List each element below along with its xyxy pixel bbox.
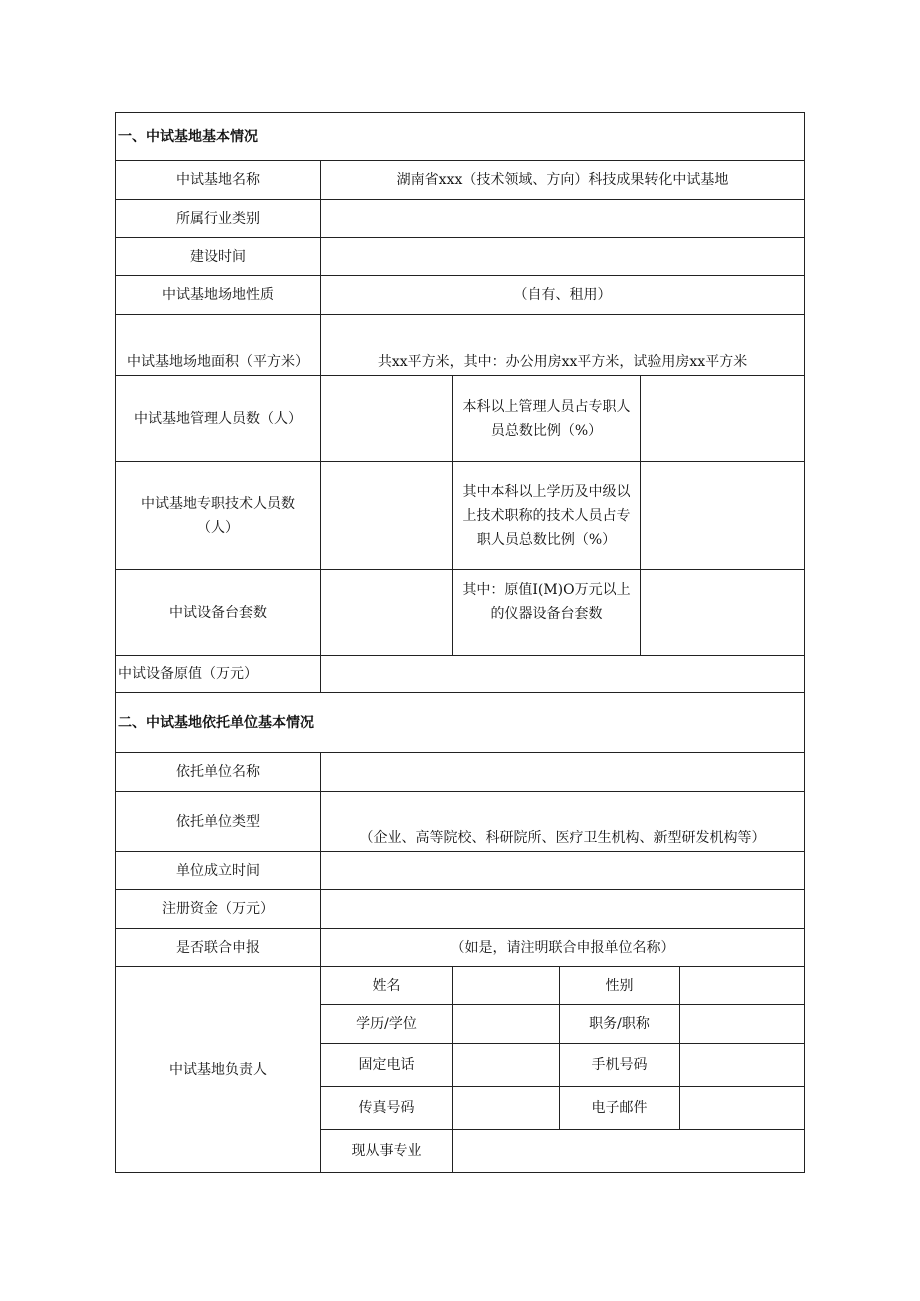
phone-label: 固定电话: [321, 1044, 453, 1087]
equipment-count-label: 中试设备台套数: [116, 570, 321, 656]
site-nature-field[interactable]: （自有、租用）: [321, 276, 805, 315]
equipment-high-label: 其中：原值I(M)O万元以上的仪器设备台套数: [453, 570, 641, 656]
position-title-label: 职务/职称: [560, 1005, 680, 1044]
education-label: 学历/学位: [321, 1005, 453, 1044]
section2-title: 二、中试基地依托单位基本情况: [116, 693, 805, 753]
equipment-value-label: 中试设备原值（万元）: [116, 656, 321, 693]
tech-ratio-field[interactable]: [641, 462, 805, 570]
mobile-label: 手机号码: [560, 1044, 680, 1087]
email-label: 电子邮件: [560, 1087, 680, 1130]
capital-field[interactable]: [321, 890, 805, 929]
mgmt-staff-field[interactable]: [321, 376, 453, 462]
education-field[interactable]: [453, 1005, 560, 1044]
unit-type-label: 依托单位类型: [116, 792, 321, 852]
equipment-high-field[interactable]: [641, 570, 805, 656]
tech-ratio-label: 其中本科以上学历及中级以上技术职称的技术人员占专职人员总数比例（%）: [453, 462, 641, 570]
base-name-label: 中试基地名称: [116, 161, 321, 200]
site-area-field[interactable]: 共xx平方米，其中：办公用房xx平方米，试验用房xx平方米: [321, 315, 805, 376]
fax-field[interactable]: [453, 1087, 560, 1130]
mgmt-ratio-field[interactable]: [641, 376, 805, 462]
name-label: 姓名: [321, 967, 453, 1005]
base-name-value[interactable]: 湖南省xxx（技术领域、方向）科技成果转化中试基地: [321, 161, 805, 200]
found-time-label: 单位成立时间: [116, 852, 321, 890]
tech-staff-label: 中试基地专职技术人员数（人）: [116, 462, 321, 570]
mgmt-staff-label: 中试基地管理人员数（人）: [116, 376, 321, 462]
position-title-field[interactable]: [680, 1005, 805, 1044]
section1-title: 一、中试基地基本情况: [116, 113, 805, 161]
name-field[interactable]: [453, 967, 560, 1005]
site-area-label: 中试基地场地面积（平方米）: [116, 315, 321, 376]
capital-label: 注册资金（万元）: [116, 890, 321, 929]
equipment-value-field[interactable]: [321, 656, 805, 693]
joint-field[interactable]: （如是，请注明联合申报单位名称）: [321, 929, 805, 967]
fax-label: 传真号码: [321, 1087, 453, 1130]
head-label: 中试基地负责人: [116, 967, 321, 1173]
mgmt-ratio-label: 本科以上管理人员占专职人员总数比例（%）: [453, 376, 641, 462]
found-time-field[interactable]: [321, 852, 805, 890]
unit-type-field[interactable]: （企业、高等院校、科研院所、医疗卫生机构、新型研发机构等）: [321, 792, 805, 852]
gender-field[interactable]: [680, 967, 805, 1005]
major-field[interactable]: [453, 1130, 805, 1173]
gender-label: 性别: [560, 967, 680, 1005]
phone-field[interactable]: [453, 1044, 560, 1087]
tech-staff-field[interactable]: [321, 462, 453, 570]
joint-label: 是否联合申报: [116, 929, 321, 967]
unit-name-field[interactable]: [321, 753, 805, 792]
unit-name-label: 依托单位名称: [116, 753, 321, 792]
email-field[interactable]: [680, 1087, 805, 1130]
industry-field[interactable]: [321, 200, 805, 238]
mobile-field[interactable]: [680, 1044, 805, 1087]
major-label: 现从事专业: [321, 1130, 453, 1173]
application-form-table: [115, 112, 805, 1173]
build-time-label: 建设时间: [116, 238, 321, 276]
site-nature-label: 中试基地场地性质: [116, 276, 321, 315]
build-time-field[interactable]: [321, 238, 805, 276]
equipment-count-field[interactable]: [321, 570, 453, 656]
industry-label: 所属行业类别: [116, 200, 321, 238]
